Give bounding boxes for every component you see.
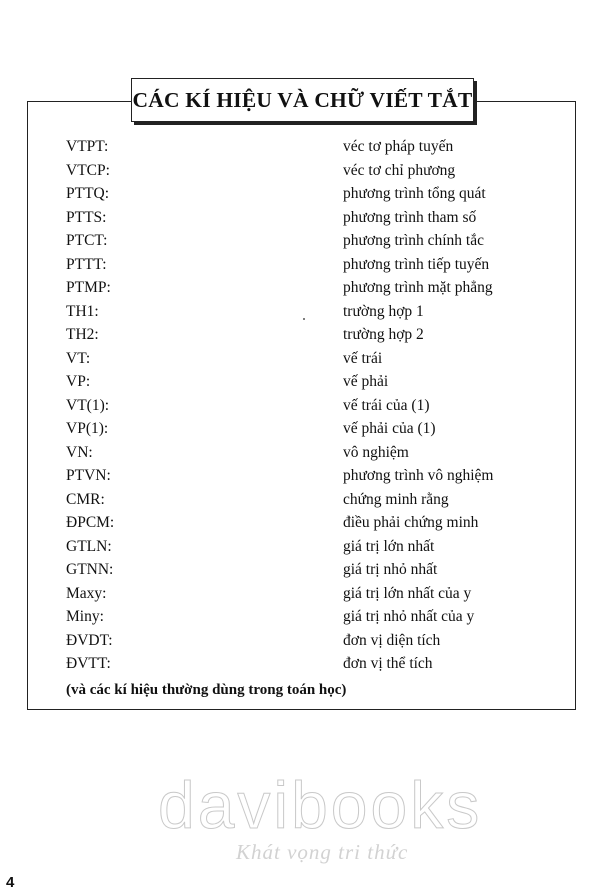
abbreviation-meaning: vế trái [343,349,383,367]
abbreviation-term: PTMP: [66,279,111,296]
abbreviation-meaning: trường hợp 2 [343,326,424,343]
abbreviation-term: CMR: [66,490,105,508]
abbreviation-row [0,396,600,420]
abbreviation-term: PTTT: [66,255,107,273]
abbreviation-row [0,513,600,537]
abbreviation-row [0,184,600,208]
print-speck [303,318,305,320]
page-number: 4 [6,874,15,891]
abbreviation-row [0,302,600,326]
abbreviation-meaning: phương trình mặt phẳng [343,279,493,296]
abbreviation-term: PTCT: [66,232,108,249]
abbreviation-term: VTPT: [66,138,109,155]
abbreviation-row [0,231,600,255]
abbreviation-row [0,490,600,514]
abbreviation-row [0,419,600,443]
abbreviation-term: VP: [66,373,91,390]
abbreviation-row [0,161,600,185]
abbreviation-meaning: véc tơ pháp tuyến [343,138,454,155]
abbreviation-term: TH2: [66,326,99,343]
abbreviation-term: VT: [66,349,91,367]
abbreviation-term: TH1: [66,302,99,320]
abbreviation-term: ĐVTT: [66,655,111,672]
abbreviation-term: VT(1): [66,396,110,414]
abbreviation-row [0,654,600,678]
watermark-tagline: Khát vọng tri thức [236,840,409,864]
abbreviation-meaning: điều phải chứng minh [343,514,479,531]
abbreviation-row [0,466,600,490]
abbreviation-meaning: véc tơ chỉ phương [343,161,456,179]
abbreviation-term: Miny: [66,608,104,625]
abbreviation-meaning: phương trình chính tắc [343,232,484,249]
abbreviation-row [0,607,600,631]
footnote: (và các kí hiệu thường dùng trong toán học) [66,682,347,698]
abbreviation-row [0,584,600,608]
watermark-logo: davibooks [158,768,483,842]
abbreviation-meaning: phương trình vô nghiệm [343,467,494,484]
abbreviation-row [0,255,600,279]
abbreviation-row [0,137,600,161]
abbreviation-meaning: đơn vị diện tích [343,631,441,649]
abbreviation-meaning: vế trái của (1) [343,396,430,414]
abbreviation-row [0,208,600,232]
abbreviation-term: VN: [66,443,93,461]
abbreviation-term: Maxy: [66,584,107,602]
abbreviation-row [0,325,600,349]
abbreviation-meaning: giá trị lớn nhất của y [343,584,472,602]
section-title: CÁC KÍ HIỆU VÀ CHỮ VIẾT TẮT [131,78,474,122]
abbreviation-term: PTTQ: [66,185,110,202]
abbreviation-meaning: giá trị nhỏ nhất của y [343,608,475,625]
abbreviation-row [0,349,600,373]
abbreviation-row [0,443,600,467]
abbreviation-meaning: đơn vị thể tích [343,655,433,672]
abbreviation-term: GTLN: [66,537,112,555]
abbreviation-meaning: giá trị lớn nhất [343,537,435,555]
abbreviation-row [0,278,600,302]
abbreviation-term: GTNN: [66,561,114,578]
abbreviation-row [0,631,600,655]
abbreviation-meaning: trường hợp 1 [343,302,424,320]
abbreviation-term: PTTS: [66,208,107,226]
abbreviation-meaning: chứng minh rằng [343,490,449,508]
abbreviation-meaning: phương trình tham số [343,208,477,226]
abbreviation-term: VP(1): [66,420,109,437]
abbreviation-term: PTVN: [66,467,111,484]
abbreviation-meaning: giá trị nhỏ nhất [343,561,438,578]
abbreviation-row [0,560,600,584]
abbreviation-meaning: phương trình tiếp tuyến [343,255,490,273]
abbreviation-row [0,537,600,561]
abbreviation-term: ĐPCM: [66,514,115,531]
abbreviation-meaning: vế phải của (1) [343,420,436,437]
abbreviation-term: VTCP: [66,161,110,179]
abbreviation-meaning: vế phải [343,373,389,390]
abbreviation-term: ĐVDT: [66,631,113,649]
abbreviation-meaning: phương trình tổng quát [343,185,486,202]
abbreviation-meaning: vô nghiệm [343,443,409,461]
abbreviation-list [0,137,600,678]
abbreviation-row [0,372,600,396]
